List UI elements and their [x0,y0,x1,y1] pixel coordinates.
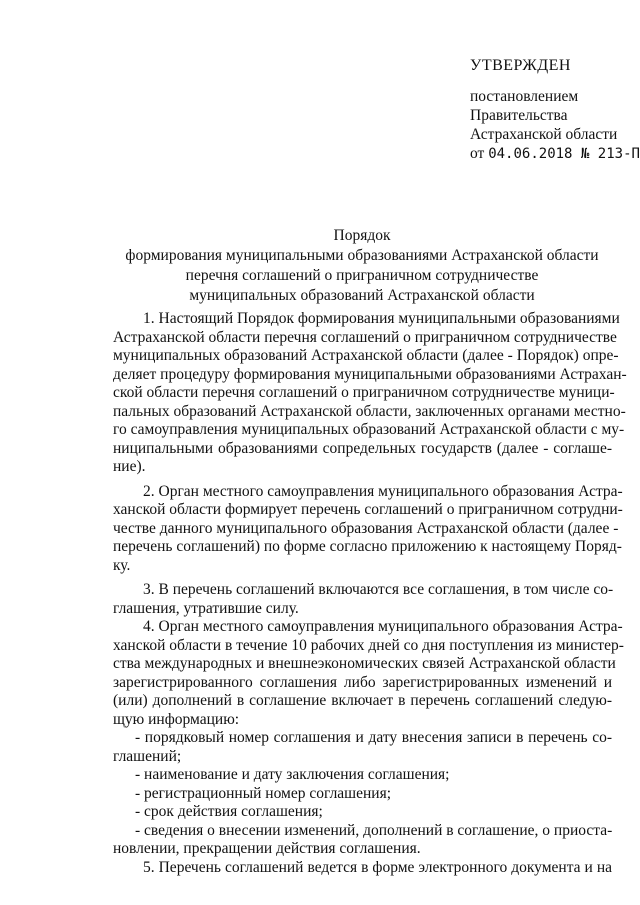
text-line: ханской области в течение 10 рабочих дней со дня поступления из министер- [113,636,624,654]
approval-heading: УТВЕРЖДЕН [470,57,571,74]
title-line: Порядок [333,227,391,244]
paragraph-3 [113,581,612,618]
text-line: глашения, утратившие силу. [113,599,299,617]
approval-line: Правительства [470,107,568,124]
text-line: ниципальными образованиями сопредельных государств (далее - соглаше- [113,439,612,457]
text-line: ханской области формирует перечень соглашений о приграничном сотрудни- [113,501,623,518]
text-line: деляет процедуру формирования муниципальными образованиями Астрахан- [113,365,627,383]
text-line: пальных образований Астраханской области, заключенных органами местно- [113,402,626,420]
title-line: формирования муниципальными образованиями Астраханской области [125,247,599,264]
text-line: перечень соглашений) по форме согласно приложению к настоящему Поряд- [113,538,622,555]
paragraph-1 [113,310,627,477]
text-line: го самоуправления муниципальных образований Астраханской области с му- [113,421,625,438]
paragraph-5 [113,859,612,878]
paragraph-2 [113,482,623,576]
text-line: 4. Орган местного самоуправления муниципального образования Астра- [143,618,623,635]
text-line: ской области перечня соглашений о приграничном сотрудничестве муници- [113,384,615,401]
paragraph-4 [113,618,624,729]
text-line: ние). [113,458,146,475]
list-item: - порядковый номер соглашения и дату внесения записи в перечень со- [135,729,612,746]
approval-date [470,144,640,164]
text-line: муниципальных образований Астраханской области (далее - Порядок) опре- [113,347,619,364]
text-line: Астраханской области перечня соглашений о приграничном сотрудничестве [113,328,617,346]
text-line: 1. Настоящий Порядок формирования муниципальными образованиями [143,310,620,327]
text-line: щую информацию: [113,710,240,728]
list-item: глашений; [113,747,182,765]
list-item: - регистрационный номер соглашения; [135,784,392,802]
text-line: 5. Перечень соглашений ведется в форме электронного документа и на [143,858,612,876]
list-item: - срок действия соглашения; [135,803,323,820]
approval-stamp [470,56,640,164]
title-line: перечня соглашений о приграничном сотрудничестве [185,267,539,284]
title-line: муниципальных образований Астраханской области [189,287,535,304]
document-body [113,310,627,877]
text-line: 2. Орган местного самоуправления муниципального образования Астра- [143,482,623,500]
approval-line: Астраханской области [470,126,618,143]
text-line: (или) дополнений в соглашение включает в перечень соглашений следую- [113,692,612,709]
approval-line: постановлением [470,88,579,105]
text-line: честве данного муниципального образования Астраханской области (далее - [113,519,619,537]
approval-date-number: 04.06.2018 № 213-П [488,146,640,162]
text-line: 3. В перечень соглашений включаются все соглашения, в том числе со- [143,581,614,598]
text-line: ства международных и внешнеэкономических связей Астраханской области [113,655,616,672]
text-line: зарегистрированного соглашения либо зарегистрированных изменений и [113,673,612,691]
text-line: ку. [113,556,131,574]
list-item: новлении, прекращении действия соглашения. [113,840,421,857]
list-item: - наименование и дату заключения соглашения; [135,766,450,783]
list-item: - сведения о внесении изменений, дополнений в соглашение, о приоста- [135,821,613,839]
info-list [113,729,612,859]
approval-date-prefix: от [470,145,485,162]
document-title [112,226,612,306]
